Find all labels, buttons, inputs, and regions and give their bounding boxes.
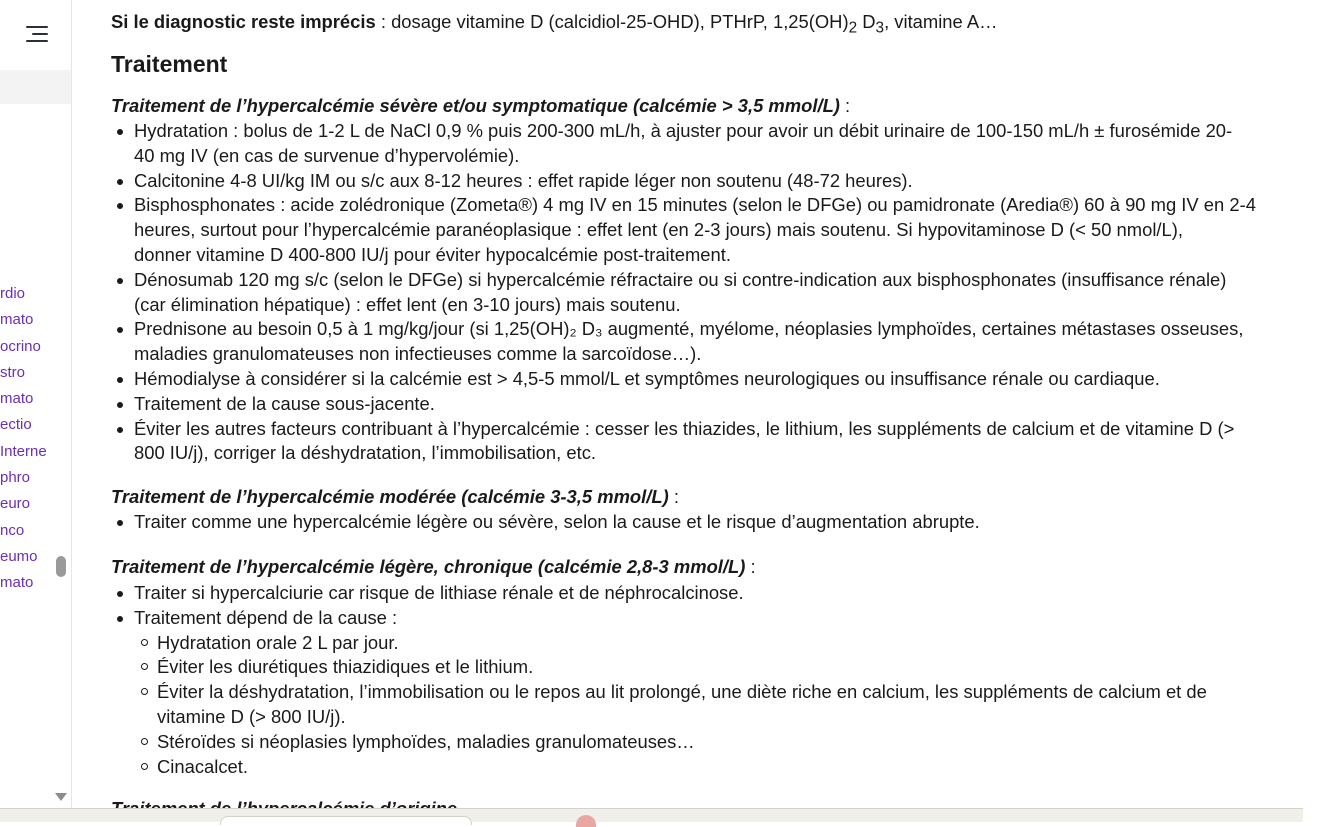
list-item-line: (car élimination hépatique) : effet lent (en 3-10 jours) mais soutenu. <box>134 293 681 315</box>
sidebar-item[interactable]: phro <box>0 469 31 487</box>
list-item-line: 800 IU/j), corriger la déshydratation, l’immobilisation, etc. <box>134 442 597 464</box>
heading-colon: : <box>745 556 756 577</box>
list-item-line: Cinacalcet. <box>157 755 248 777</box>
mild-treatment-list <box>111 581 1334 779</box>
list-item <box>134 119 1334 169</box>
subscript: 2 <box>848 19 858 37</box>
sidebar-highlight-band <box>0 70 71 104</box>
list-item <box>134 317 1334 367</box>
menu-icon[interactable] <box>26 24 48 44</box>
subscript: 3 <box>875 19 885 37</box>
list-item: Traiter comme une hypercalcémie légère ou sévère, selon la cause et le risque d’augmentation abrupte. <box>134 510 1334 535</box>
list-item-line: heures, surtout pour l’hypercalcémie paranéoplasique : effet lent (en 2-3 jours) mais soutenu. Si hypovitaminose D (< 50 nmol/L), <box>134 219 1183 241</box>
list-item <box>134 606 1334 780</box>
list-item-line: Hydratation orale 2 L par jour. <box>157 631 399 653</box>
list-item <box>134 169 1334 194</box>
list-item <box>134 268 1334 318</box>
list-item <box>134 367 1334 392</box>
list-item-line: maladies granulomateuses non infectieuses comme la sarcoïdose…). <box>134 343 702 365</box>
sidebar-item[interactable]: mato <box>0 390 34 408</box>
sidebar-item[interactable]: mato <box>0 311 34 329</box>
mild-treatment-sublist <box>134 631 1334 780</box>
list-item <box>157 631 1334 656</box>
sidebar-scrollbar-thumb[interactable] <box>56 556 66 577</box>
diagnostic-text: , vitamine A… <box>884 11 998 32</box>
sidebar-item[interactable]: ectio <box>0 416 32 434</box>
list-item <box>134 193 1334 267</box>
list-item <box>134 392 1334 417</box>
list-item <box>157 655 1334 680</box>
sidebar-item[interactable]: ocrino <box>0 337 41 355</box>
heading-text: Traitement de l’hypercalcémie modérée (calcémie 3-3,5 mmol/L) <box>111 486 669 507</box>
heading-text: Traitement de l’hypercalcémie sévère et/ou symptomatique (calcémie > 3,5 mmol/L) <box>111 95 840 116</box>
sidebar-item[interactable]: stro <box>0 363 26 381</box>
sidebar-item[interactable]: eumo <box>0 547 38 565</box>
article-content <box>111 0 1303 808</box>
list-item: Traiter si hypercalciurie car risque de lithiase rénale et de néphrocalcinose. <box>134 581 1334 606</box>
subsection-heading-mild <box>111 555 756 580</box>
sidebar-item[interactable]: nco <box>0 521 25 539</box>
list-item-line: Stéroïdes si néoplasies lymphoïdes, maladies granulomateuses… <box>157 730 695 752</box>
sidebar-item[interactable]: euro <box>0 495 31 513</box>
list-item-line: Éviter les autres facteurs contribuant à l’hypercalcémie : cesser les thiazides, le lithium, les suppléments de calcium et de vitamine D (> <box>134 417 1235 439</box>
subsection-heading-severe <box>111 94 850 119</box>
list-item-text: Traitement dépend de la cause : <box>134 606 398 628</box>
heading-text: Traitement de l’hypercalcémie légère, chronique (calcémie 2,8-3 mmol/L) <box>111 556 746 577</box>
bottom-bar <box>0 808 1303 822</box>
heading-colon: : <box>668 486 679 507</box>
section-title: Traitement <box>111 51 228 77</box>
list-item-line: Calcitonine 4-8 UI/kg IM ou s/c aux 8-12 heures : effet rapide léger non soutenu (48-72 heures). <box>134 169 913 191</box>
moderate-treatment-list <box>111 510 1334 535</box>
heading-colon: : <box>839 95 851 116</box>
list-item-line: Traitement de la cause sous-jacente. <box>134 392 435 414</box>
list-item-line: Éviter les diurétiques thiazidiques et le lithium. <box>157 656 534 678</box>
list-item-line: 40 mg IV (en cas de survenue d’hypervolémie). <box>134 144 520 166</box>
sidebar-item[interactable]: Interne <box>0 442 47 460</box>
list-item-line: Hydratation : bolus de 1-2 L de NaCl 0,9 % puis 200-300 mL/h, à ajuster pour avoir un débit urinaire de 100-150 mL/h ± furosémide 20- <box>134 120 1233 141</box>
diagnostic-label: Si le diagnostic reste imprécis <box>111 11 376 32</box>
list-item-line: donner vitamine D 400-800 IU/j pour éviter hypocalcémie post-traitement. <box>134 243 731 265</box>
diagnostic-line <box>111 10 998 41</box>
list-item-line: Prednisone au besoin 0,5 à 1 mg/kg/jour (si 1,25(OH)₂ D₃ augmenté, myélome, néoplasies lymphoïdes, certaines métastases osseuses, <box>134 318 1244 340</box>
list-item <box>157 730 1334 755</box>
sidebar-item[interactable]: rdio <box>0 285 26 302</box>
list-item <box>157 680 1334 730</box>
list-item-line: vitamine D (> 800 IU/j). <box>157 705 346 727</box>
list-item <box>134 417 1334 467</box>
bottom-tab[interactable] <box>220 816 472 825</box>
diagnostic-text: D <box>857 11 876 32</box>
sidebar-item[interactable]: mato <box>0 574 34 592</box>
list-item-line: Hémodialyse à considérer si la calcémie est > 4,5-5 mmol/L et symptômes neurologiques ou insuffisance rénale ou cardiaque. <box>134 367 1160 389</box>
subsection-heading-moderate <box>111 485 679 510</box>
sidebar-nav <box>0 283 60 599</box>
diagnostic-text: : dosage vitamine D (calcidiol-25-OHD), PTHrP, 1,25(OH) <box>375 11 849 32</box>
list-item-line: Éviter la déshydratation, l’immobilisation ou le repos au lit prolongé, une diète riche en calcium, les suppléments de calcium et de <box>157 681 1207 703</box>
list-item-line: Bisphosphonates : acide zolédronique (Zometa®) 4 mg IV en 15 minutes (selon le DFGe) ou pamidronate (Aredia®) 60 à 90 mg IV en 2-4 <box>134 194 1256 216</box>
sidebar <box>0 0 72 808</box>
app-icon[interactable] <box>576 815 596 827</box>
list-item-line: Dénosumab 120 mg s/c (selon le DFGe) si hypercalcémie réfractaire ou si contre-indication aux bisphosphonates (insuffisance rénale) <box>134 268 1227 290</box>
scroll-down-arrow-icon[interactable] <box>55 793 67 801</box>
severe-treatment-list <box>111 119 1334 466</box>
list-item <box>157 755 1334 780</box>
